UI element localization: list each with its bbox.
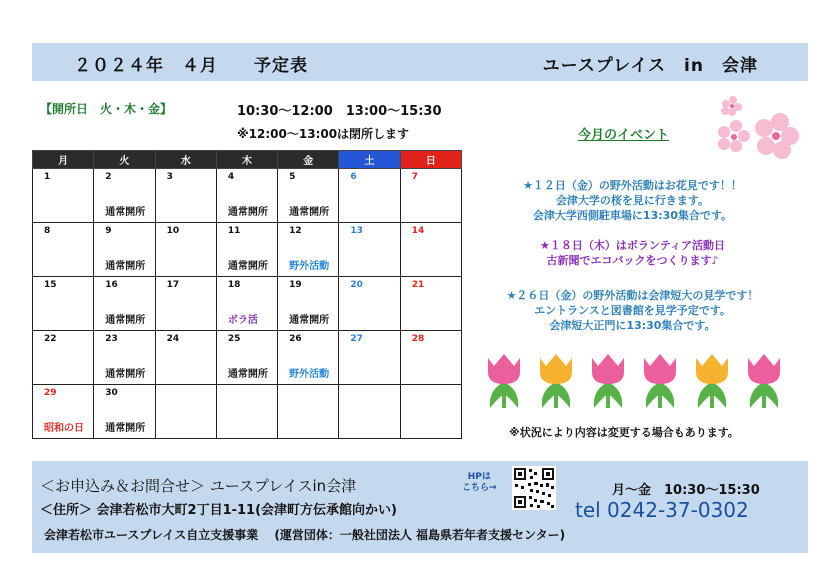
day-event: 通常開所: [105, 207, 146, 218]
day-event: 通常開所: [105, 261, 146, 272]
address: ＜住所＞ 会津若松市大町2丁目1-11(会津町方伝承館向かい): [40, 503, 397, 518]
calendar-day: [339, 331, 400, 385]
calendar-day: [278, 331, 339, 385]
calendar-day: [33, 385, 94, 439]
organization-info: 会津若松市ユースプレイス自立支援事業 (運営団体：一般社団法人 福島県若年者支援センター): [44, 528, 566, 542]
day-event: 通常開所: [105, 423, 146, 434]
calendar-day: [33, 331, 94, 385]
day-number: 7: [411, 172, 418, 182]
calendar-week: [33, 331, 462, 385]
contact-label: ＜お申込み＆お問合せ＞ ユースプレイスin会津: [40, 477, 357, 495]
calendar-day: [33, 223, 94, 277]
calendar-day: [339, 385, 400, 439]
calendar-day: [33, 169, 94, 223]
event-line: エントランスと図書館を見学予定です。: [534, 304, 731, 317]
day-number: 25: [227, 334, 241, 344]
calendar-day: [339, 277, 400, 331]
calendar-day: [400, 223, 461, 277]
day-event: 通常開所: [289, 207, 330, 218]
calendar-day: [400, 169, 461, 223]
calendar-week: [33, 223, 462, 277]
weekday-header-row: [33, 151, 462, 169]
weekday-wed: 水: [155, 151, 216, 169]
schedule-title: ２０２４年 ４月 予定表: [74, 56, 308, 76]
day-number: 18: [227, 280, 241, 290]
calendar-table: [32, 150, 462, 439]
weekday-thu: 木: [216, 151, 277, 169]
weekday-sat: 土: [339, 151, 400, 169]
event-college-visit: [470, 288, 795, 333]
calendar-day: [278, 223, 339, 277]
calendar-day: [216, 277, 277, 331]
day-number: 11: [227, 226, 241, 236]
event-volunteer: [470, 238, 795, 268]
day-event: 野外活動: [289, 261, 330, 272]
day-number: 22: [44, 334, 57, 344]
calendar-day: [94, 223, 155, 277]
calendar-week: [33, 277, 462, 331]
calendar-week: [33, 385, 462, 439]
open-hours: 10:30～12:00 13:00～15:30: [237, 104, 442, 119]
day-event: 野外活動: [289, 369, 330, 380]
day-number: 13: [350, 226, 363, 236]
qr-code-icon[interactable]: [512, 466, 556, 510]
header-band: [32, 43, 808, 81]
day-event: 通常開所: [105, 315, 146, 326]
day-event: 通常開所: [289, 315, 330, 326]
open-days-label: 【開所日 火・木・金】: [40, 102, 173, 116]
day-number: 4: [227, 172, 235, 182]
calendar-day: [155, 223, 216, 277]
change-notice: ※状況により内容は変更する場合もあります。: [509, 426, 739, 439]
event-line: 古新聞でエコバックをつくります♪: [546, 254, 719, 267]
tulips-icon: [478, 350, 790, 410]
calendar-day: [400, 331, 461, 385]
closed-note: ※12:00～13:00は閉所します: [237, 127, 410, 141]
calendar-day: [339, 169, 400, 223]
calendar-day: [216, 331, 277, 385]
day-number: 15: [44, 280, 57, 290]
events-title: 今月のイベント: [578, 128, 670, 143]
day-number: 8: [44, 226, 51, 236]
calendar-day: [278, 169, 339, 223]
day-number: 17: [166, 280, 180, 290]
day-number: 10: [166, 226, 180, 236]
weekday-fri: 金: [278, 151, 339, 169]
calendar-day: [33, 277, 94, 331]
weekday-sun: 日: [400, 151, 461, 169]
day-number: 26: [289, 334, 302, 344]
calendar-day: [94, 277, 155, 331]
hp-label-line2: こちら→: [462, 483, 497, 493]
calendar-day: [94, 385, 155, 439]
business-hours: 月～金 10:30～15:30: [612, 483, 760, 498]
weekday-tue: 火: [94, 151, 155, 169]
calendar-day: [339, 223, 400, 277]
day-number: 21: [411, 280, 425, 290]
event-line: ★２６日（金）の野外活動は会津短大の見学です！: [506, 289, 759, 302]
day-number: 23: [105, 334, 118, 344]
day-number: 16: [105, 280, 118, 290]
day-event: 通常開所: [105, 369, 146, 380]
event-line: 会津大学の桜を見に行きます。: [555, 194, 710, 207]
calendar-day: [155, 385, 216, 439]
calendar-day: [94, 331, 155, 385]
day-number: 19: [289, 280, 302, 290]
calendar-day: [278, 385, 339, 439]
day-number: 28: [411, 334, 425, 344]
day-number: 3: [166, 172, 173, 182]
day-number: 30: [105, 388, 118, 398]
hp-label-line1: HPは: [467, 472, 491, 482]
day-event: 昭和の日: [44, 423, 84, 434]
day-event: ボラ活: [227, 315, 258, 326]
event-line: 会津大学西側駐車場に13:30集合です。: [532, 209, 733, 222]
day-number: 27: [350, 334, 363, 344]
day-number: 6: [350, 172, 357, 182]
calendar-day: [155, 277, 216, 331]
day-number: 2: [105, 172, 112, 182]
homepage-pointer: [462, 472, 497, 494]
event-hanami: [470, 178, 795, 223]
calendar-day: [94, 169, 155, 223]
event-line: 会津短大正門に13:30集合です。: [549, 319, 716, 332]
cherry-blossom-icon: [706, 94, 802, 160]
day-number: 14: [411, 226, 425, 236]
calendar-day: [278, 277, 339, 331]
day-event: 通常開所: [227, 261, 268, 272]
weekday-mon: 月: [33, 151, 94, 169]
calendar-day: [216, 169, 277, 223]
calendar-day: [216, 385, 277, 439]
day-number: 29: [44, 388, 57, 398]
event-line: ★１８日（木）はボランティア活動日: [540, 239, 725, 252]
day-event: 通常開所: [227, 207, 268, 218]
day-number: 20: [350, 280, 363, 290]
calendar-day: [155, 331, 216, 385]
day-number: 5: [289, 172, 296, 182]
day-number: 9: [105, 226, 112, 236]
calendar-day: [400, 277, 461, 331]
day-number: 12: [289, 226, 302, 236]
calendar-week: [33, 169, 462, 223]
phone-number[interactable]: tel 0242-37-0302: [575, 498, 749, 522]
day-event: 通常開所: [227, 369, 268, 380]
day-number: 24: [166, 334, 180, 344]
organization-title: ユースプレイス in 会津: [542, 56, 758, 76]
event-line: ★１２日（金）の野外活動はお花見です！！: [523, 179, 742, 192]
calendar-day: [216, 223, 277, 277]
day-number: 1: [44, 172, 51, 182]
calendar-day: [400, 385, 461, 439]
calendar-day: [155, 169, 216, 223]
